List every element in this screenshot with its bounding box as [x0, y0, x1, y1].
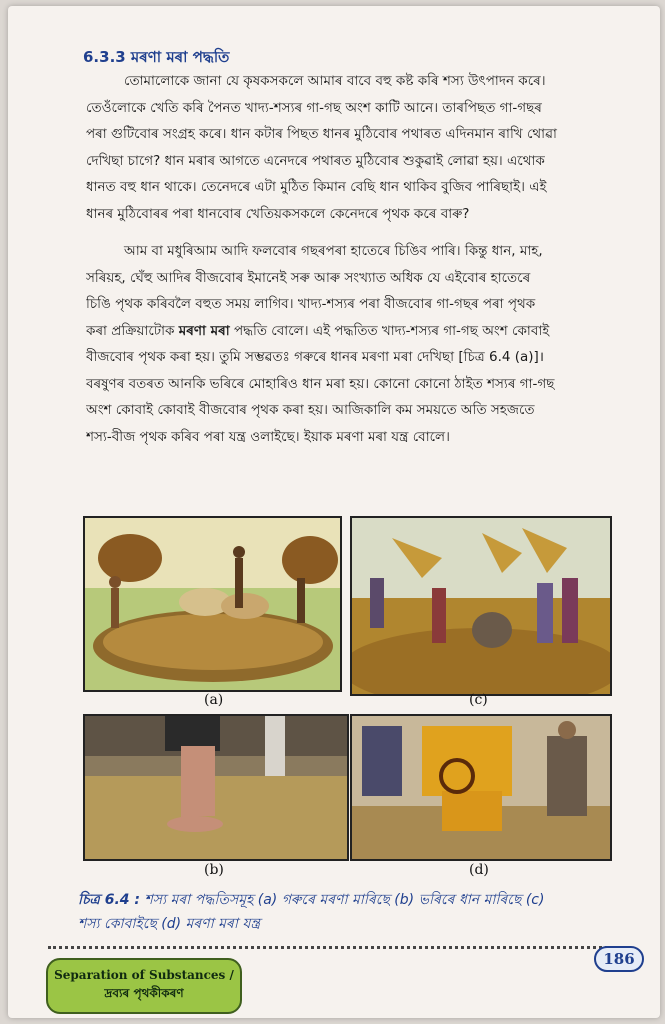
- label-a: (a): [204, 692, 224, 708]
- photo-trampling: [83, 714, 349, 861]
- photo-cattle-threshing: [83, 516, 342, 692]
- beating-crops-illustration: [352, 518, 610, 694]
- text-run: কৰা প্ৰক্ৰিয়াটোক: [86, 322, 179, 339]
- photo-beating-crops: [350, 516, 612, 696]
- paragraph-1-line: তেওঁলোকে খেতি কৰি পৈনত খাদ্য-শস্যৰ গা-গছ অংশ কাটি আনে। তাৰপিছত গা-গছৰ: [86, 99, 542, 116]
- paragraph-2-line: আম বা মধুৰিআম আদি ফলবোৰ গছৰপৰা হাতেৰে চিঙিব পাৰি। কিন্তু ধান, মাহ,: [124, 243, 543, 259]
- bold-term: মৰণা মৰা: [178, 322, 230, 339]
- photo-threshing-machine: [350, 714, 612, 861]
- label-c: (c): [469, 692, 488, 708]
- paragraph-2-line: সৰিয়হ, ঘেঁহু আদিৰ বীজবোৰ ইমানেই সৰু আৰু সংখ্যাত অধিক যে এইবোৰ হাতেৰে: [86, 269, 531, 286]
- section-heading: 6.3.3 মৰণা মৰা পদ্ধতি: [83, 48, 230, 66]
- paragraph-2-line: বীজবোৰ পৃথক কৰা হয়। তুমি সম্ভৱতঃ গৰুৰে ধানৰ মৰণা মৰা দেখিছা [চিত্ৰ 6.4 (a)]।: [86, 349, 544, 365]
- cattle-threshing-illustration: [85, 518, 340, 690]
- paragraph-2: [86, 238, 616, 450]
- caption-line: শস্য কোবাইছে (d) মৰণা মৰা যন্ত্ৰ: [78, 916, 261, 932]
- label-d: (d): [469, 862, 489, 878]
- paragraph-1-line: ধানত বহু ধান থাকে। তেনেদৰে এটা মুঠিত কিমান বেছি ধান থাকিব বুজিব পাৰিছাই। এই: [86, 179, 547, 195]
- caption-text: শস্য মৰা পদ্ধতিসমূহ (a) গৰুৰে মৰণা মাৰিছে (b) ভৰিৰে ধান মাৰিছে (c): [140, 892, 545, 908]
- paragraph-1-line: পৰা গুটিবোৰ সংগ্ৰহ কৰে। ধান কটাৰ পিছত ধানৰ মুঠিবোৰ পথাৰত এদিনমান ৰাখি থোৱা: [86, 126, 557, 142]
- caption-title: চিত্ৰ 6.4 :: [78, 892, 140, 908]
- textbook-page: [8, 6, 660, 1018]
- paragraph-2-line: চিঙি পৃথক কৰিবলৈ বহুত সময় লাগিব। খাদ্য-শস্যৰ পৰা বীজবোৰ গা-গছৰ পৰা পৃথক: [86, 296, 536, 312]
- footer-divider: [48, 946, 608, 949]
- caption-line: [78, 888, 638, 912]
- paragraph-2-line: শস্য-বীজ পৃথক কৰিব পৰা যন্ত্ৰ ওলাইছে। ইয়াক মৰণা মৰা যন্ত্ৰ বোলে।: [86, 428, 450, 445]
- chapter-title-en: Separation of Substances /: [54, 968, 234, 982]
- threshing-machine-illustration: [352, 716, 610, 859]
- chapter-title-as: দ্ৰব্যৰ পৃথকীকৰণ: [104, 986, 184, 1000]
- paragraph-1: [86, 68, 616, 227]
- trampling-illustration: [85, 716, 347, 859]
- label-b: (b): [204, 862, 224, 878]
- paragraph-1-line: দেখিছা চাগে? ধান মৰাৰ আগতে এনেদৰে পথাৰত মুঠিবোৰ শুকুৱাই লোৱা হয়। এথোক: [86, 152, 545, 169]
- page-number: 186: [594, 946, 644, 972]
- figure-caption: [78, 888, 638, 936]
- paragraph-1-line: তোমালোকে জানা যে কৃষকসকলে আমাৰ বাবে বহু কষ্ট কৰি শস্য উৎপাদন কৰে।: [124, 73, 546, 89]
- paragraph-2-line: [86, 318, 616, 345]
- paragraph-1-line: ধানৰ মুঠিবোৰৰ পৰা ধানবোৰ খেতিয়কসকলে কেনেদৰে পৃথক কৰে বাৰু?: [86, 205, 470, 222]
- paragraph-2-line: বৰষুণৰ বতৰত আনকি ভৰিৰে মোহাৰিও ধান মৰা হয়। কোনো কোনো ঠাইত শস্যৰ গা-গছ: [86, 375, 555, 392]
- chapter-footer-tag: [46, 958, 242, 1014]
- text-run: পদ্ধতি বোলে। এই পদ্ধতিত খাদ্য-শস্যৰ গা-গছ অংশ কোবাই: [229, 322, 550, 339]
- paragraph-2-line: অংশ কোবাই কোবাই বীজবোৰ পৃথক কৰা হয়। আজিকালি কম সময়তে অতি সহজতে: [86, 402, 535, 418]
